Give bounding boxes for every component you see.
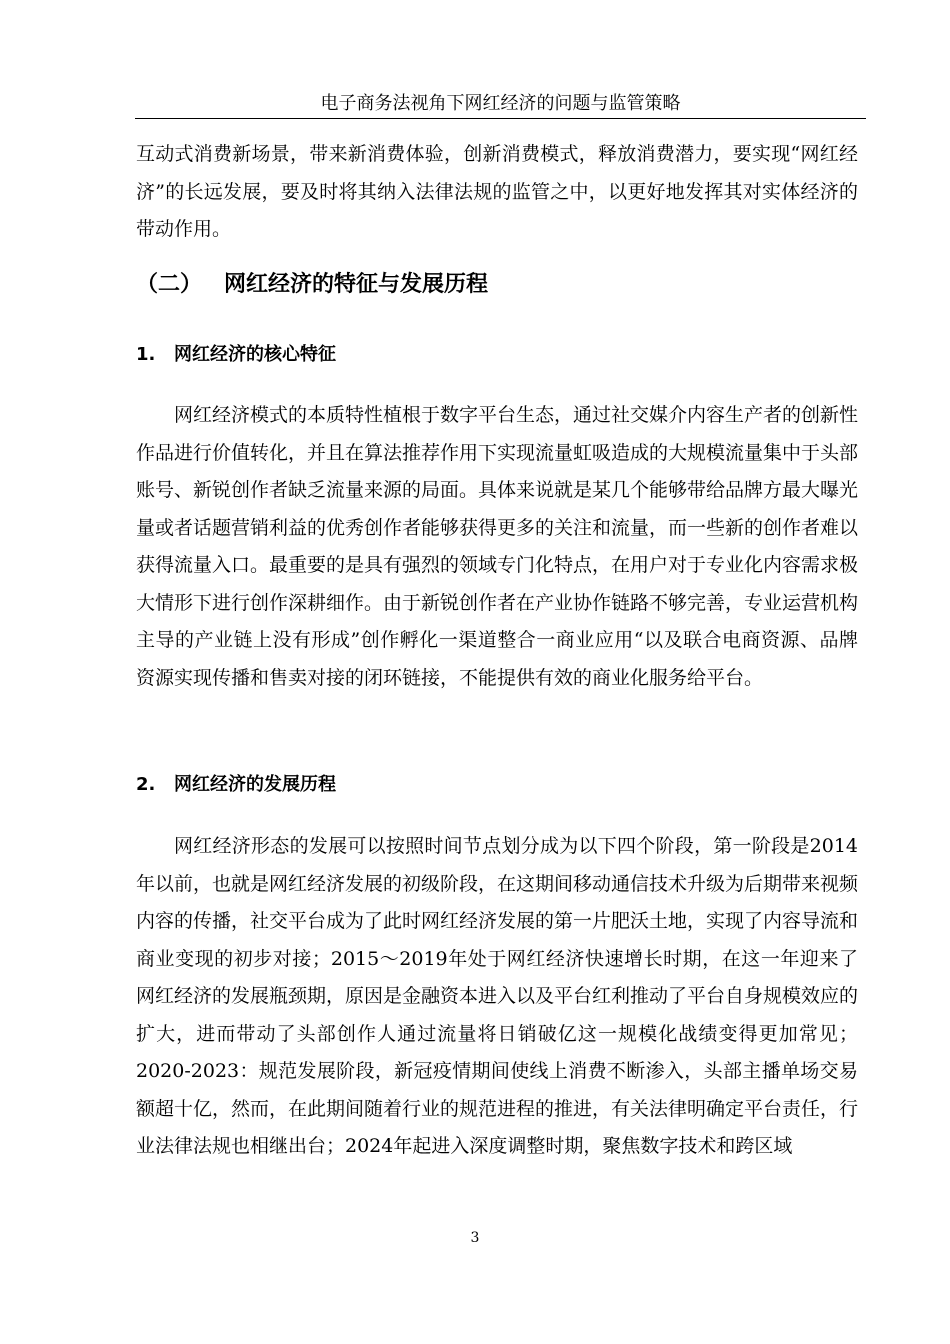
subsection-number: 2. bbox=[136, 774, 156, 795]
page-number: 3 bbox=[470, 1230, 480, 1246]
intro-paragraph: 互动式消费新场景，带来新消费体验，创新消费模式，释放消费潜力，要实现“网红经济”的长远发展，要及时将其纳入法律法规的监管之中，以更好地发挥其对实体经济的带动作用。 bbox=[136, 143, 858, 240]
subsection-paragraph-1: 网红经济模式的本质特性植根于数字平台生态，通过社交媒介内容生产者的创新性作品进行价值转化，并且在算法推荐作用下实现流量虹吸造成的大规模流量集中于头部账号、新锐创作者缺乏流量来源的局面。具体来说就是某几个能够带给品牌方最大曝光量或者话题营销利益的优秀创作者能够获得更多的关注和流量，而一些新的创作者难以获得流量入口。最重要的是具有强烈的领域专门化特点，在用户对于专业化内容需求极大情形下进行创作深耕细作。由于新锐创作者在产业协作链路不够完善，专业运营机构主导的产业链上没有形成”创作孵化一渠道整合一商业应用“以及联合电商资源、品牌资源实现传播和售卖对接的闭环链接，不能提供有效的商业化服务给平台。 bbox=[136, 404, 859, 689]
section-heading bbox=[136, 268, 488, 302]
subsection-heading-2 bbox=[136, 770, 336, 800]
section-title: 网红经济的特征与发展历程 bbox=[224, 272, 489, 297]
header-divider bbox=[135, 118, 866, 119]
subsection-title: 网红经济的发展历程 bbox=[174, 774, 336, 795]
running-header: 电子商务法视角下网红经济的问题与监管策略 bbox=[320, 93, 681, 114]
subsection-paragraph-2: 网红经济形态的发展可以按照时间节点划分成为以下四个阶段，第一阶段是2014年以前，也就是网红经济发展的初级阶段，在这期间移动通信技术升级为后期带来视频内容的传播，社交平台成为了此时网红经济发展的第一片肥沃土地，实现了内容导流和商业变现的初步对接；2015～2019年处于网红经济快速增长时期，在这一年迎来了网红经济的发展瓶颈期，原因是金融资本进入以及平台红利推动了平台自身规模效应的扩大，进而带动了头部创作人通过流量将日销破亿这一规模化战绩变得更加常见；2020-2023：规范发展阶段，新冠疫情期间使线上消费不断渗入，头部主播单场交易额超十亿，然而，在此期间随着行业的规范进程的推进，有关法律明确定平台责任，行业法律法规也相继出台；2024年起进入深度调整时期，聚焦数字技术和跨区域 bbox=[136, 835, 859, 1157]
subsection-number: 1. bbox=[136, 344, 156, 365]
subsection-heading-1 bbox=[136, 340, 336, 370]
subsection-title: 网红经济的核心特征 bbox=[174, 344, 336, 365]
section-number: （二） bbox=[136, 272, 203, 297]
